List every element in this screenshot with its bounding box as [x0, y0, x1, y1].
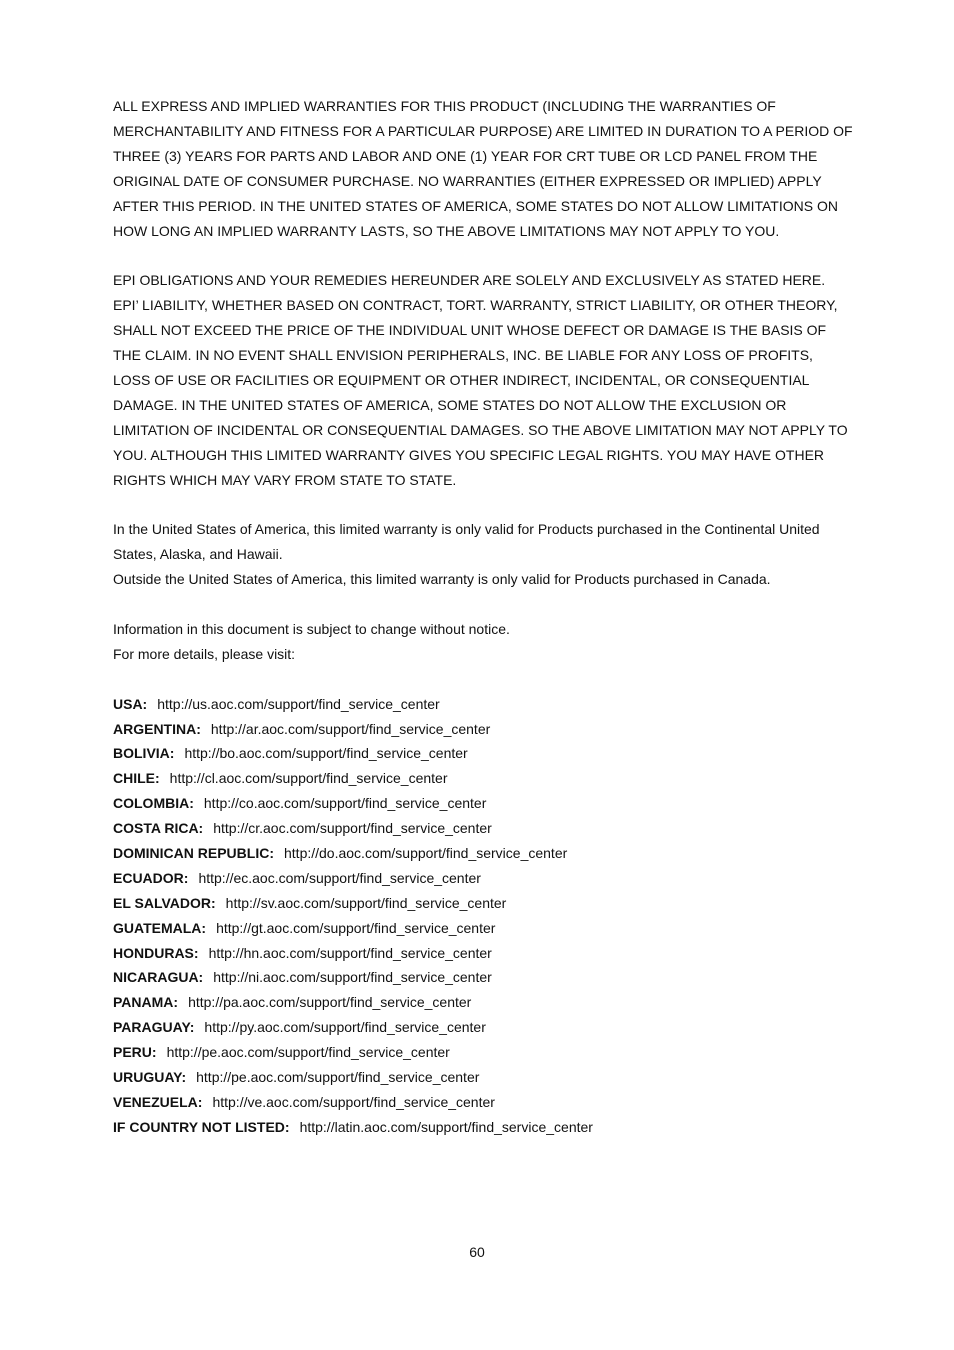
service-link-row [113, 1015, 853, 1040]
details-text: For more details, please visit: [113, 645, 296, 662]
service-url-link[interactable]: http://cl.aoc.com/support/find_service_center [169, 770, 448, 787]
service-url-link[interactable]: http://ar.aoc.com/support/find_service_center [210, 720, 491, 737]
service-url-link[interactable]: http://ve.aoc.com/support/find_service_center [212, 1093, 495, 1110]
service-url-link[interactable]: http://ni.aoc.com/support/find_service_center [213, 969, 492, 986]
service-url-link[interactable]: http://gt.aoc.com/support/find_service_center [216, 919, 496, 936]
service-link-row [113, 866, 853, 891]
service-link-row [113, 741, 853, 766]
service-url-link[interactable]: http://ec.aoc.com/support/find_service_center [198, 869, 481, 886]
country-label: USA: [113, 695, 148, 712]
service-url-link[interactable]: http://hn.aoc.com/support/find_service_center [208, 944, 492, 961]
service-link-row [113, 990, 853, 1015]
service-link-row [113, 1090, 853, 1115]
service-url-link[interactable]: http://pe.aoc.com/support/find_service_center [166, 1044, 450, 1061]
service-url-link[interactable]: http://do.aoc.com/support/find_service_center [284, 845, 568, 862]
service-url-link[interactable]: http://bo.aoc.com/support/find_service_center [184, 745, 468, 762]
usa-validity-paragraph: In the United States of America, this limited warranty is only valid for Products purchased in the Continental United States, Alaska, and Hawaii. [113, 521, 820, 563]
service-url-link[interactable]: http://co.aoc.com/support/find_service_center [203, 795, 487, 812]
country-label: COLOMBIA: [113, 795, 194, 812]
document-body [113, 94, 853, 1140]
country-label: IF COUNTRY NOT LISTED: [113, 1118, 290, 1135]
page-number: 60 [469, 1244, 485, 1260]
canada-validity-paragraph: Outside the United States of America, this limited warranty is only valid for Products purchased in Canada. [113, 571, 771, 588]
notice-text: Information in this document is subject to change without notice. [113, 620, 510, 637]
country-label: URUGUAY: [113, 1069, 187, 1086]
country-label: EL SALVADOR: [113, 894, 216, 911]
country-label: NICARAGUA: [113, 969, 204, 986]
service-url-link[interactable]: http://py.aoc.com/support/find_service_center [204, 1019, 486, 1036]
service-url-link[interactable]: http://sv.aoc.com/support/find_service_center [225, 894, 507, 911]
service-center-list [113, 692, 853, 1140]
country-label: COSTA RICA: [113, 820, 204, 837]
service-link-row [113, 816, 853, 841]
service-link-row [113, 791, 853, 816]
country-label: CHILE: [113, 770, 160, 787]
country-label: GUATEMALA: [113, 919, 207, 936]
service-url-link[interactable]: http://pa.aoc.com/support/find_service_center [188, 994, 472, 1011]
service-link-row [113, 916, 853, 941]
service-url-link[interactable]: http://latin.aoc.com/support/find_service_center [299, 1118, 593, 1135]
service-url-link[interactable]: http://cr.aoc.com/support/find_service_center [213, 820, 492, 837]
service-link-row [113, 1040, 853, 1065]
country-label: VENEZUELA: [113, 1093, 203, 1110]
service-link-row [113, 1065, 853, 1090]
service-link-row [113, 1115, 853, 1140]
country-label: PERU: [113, 1044, 157, 1061]
country-label: ECUADOR: [113, 869, 189, 886]
country-label: BOLIVIA: [113, 745, 175, 762]
service-link-row [113, 766, 853, 791]
service-link-row [113, 841, 853, 866]
country-label: HONDURAS: [113, 944, 199, 961]
service-link-row [113, 717, 853, 742]
epi-obligations-paragraph: EPI OBLIGATIONS AND YOUR REMEDIES HEREUNDER ARE SOLELY AND EXCLUSIVELY AS STATED HERE. EPI’ LIABILITY, WHETHER BASED ON CONTRACT, TORT. WARRANTY, STRICT LIABILITY, OR OTHER THEORY, SHALL NOT EXCEED THE PRICE OF THE INDIVIDUAL UNIT WHOSE DEFECT OR DAMAGE IS THE BASIS OF THE CLAIM. IN NO EVENT SHALL ENVISION PERIPHERALS, INC. BE LIABLE FOR ANY LOSS OF PROFITS, LOSS OF USE OR FACILITIES OR EQUIPMENT OR OTHER INDIRECT, INCIDENTAL, OR CONSEQUENTIAL DAMAGE. IN THE UNITED STATES OF AMERICA, SOME STATES DO NOT ALLOW THE EXCLUSION OR LIMITATION OF INCIDENTAL OR CONSEQUENTIAL DAMAGES. SO THE ABOVE LIMITATION MAY NOT APPLY TO YOU. ALTHOUGH THIS LIMITED WARRANTY GIVES YOU SPECIFIC LEGAL RIGHTS. YOU MAY HAVE OTHER RIGHTS WHICH MAY VARY FROM STATE TO STATE. [113, 272, 848, 488]
warranty-duration-paragraph: ALL EXPRESS AND IMPLIED WARRANTIES FOR THIS PRODUCT (INCLUDING THE WARRANTIES OF MERCHANTABILITY AND FITNESS FOR A PARTICULAR PURPOSE) ARE LIMITED IN DURATION TO A PERIOD OF THREE (3) YEARS FOR PARTS AND LABOR AND ONE (1) YEAR FOR CRT TUBE OR LCD PANEL FROM THE ORIGINAL DATE OF CONSUMER PURCHASE. NO WARRANTIES (EITHER EXPRESSED OR IMPLIED) APPLY AFTER THIS PERIOD. IN THE UNITED STATES OF AMERICA, SOME STATES DO NOT ALLOW LIMITATIONS ON HOW LONG AN IMPLIED WARRANTY LASTS, SO THE ABOVE LIMITATIONS MAY NOT APPLY TO YOU. [113, 98, 853, 239]
service-url-link[interactable]: http://pe.aoc.com/support/find_service_center [196, 1069, 480, 1086]
service-link-row [113, 941, 853, 966]
country-label: DOMINICAN REPUBLIC: [113, 845, 274, 862]
service-link-row [113, 692, 853, 717]
country-label: ARGENTINA: [113, 720, 201, 737]
service-link-row [113, 891, 853, 916]
country-label: PARAGUAY: [113, 1019, 195, 1036]
service-link-row [113, 965, 853, 990]
service-url-link[interactable]: http://us.aoc.com/support/find_service_center [157, 695, 440, 712]
country-label: PANAMA: [113, 994, 179, 1011]
